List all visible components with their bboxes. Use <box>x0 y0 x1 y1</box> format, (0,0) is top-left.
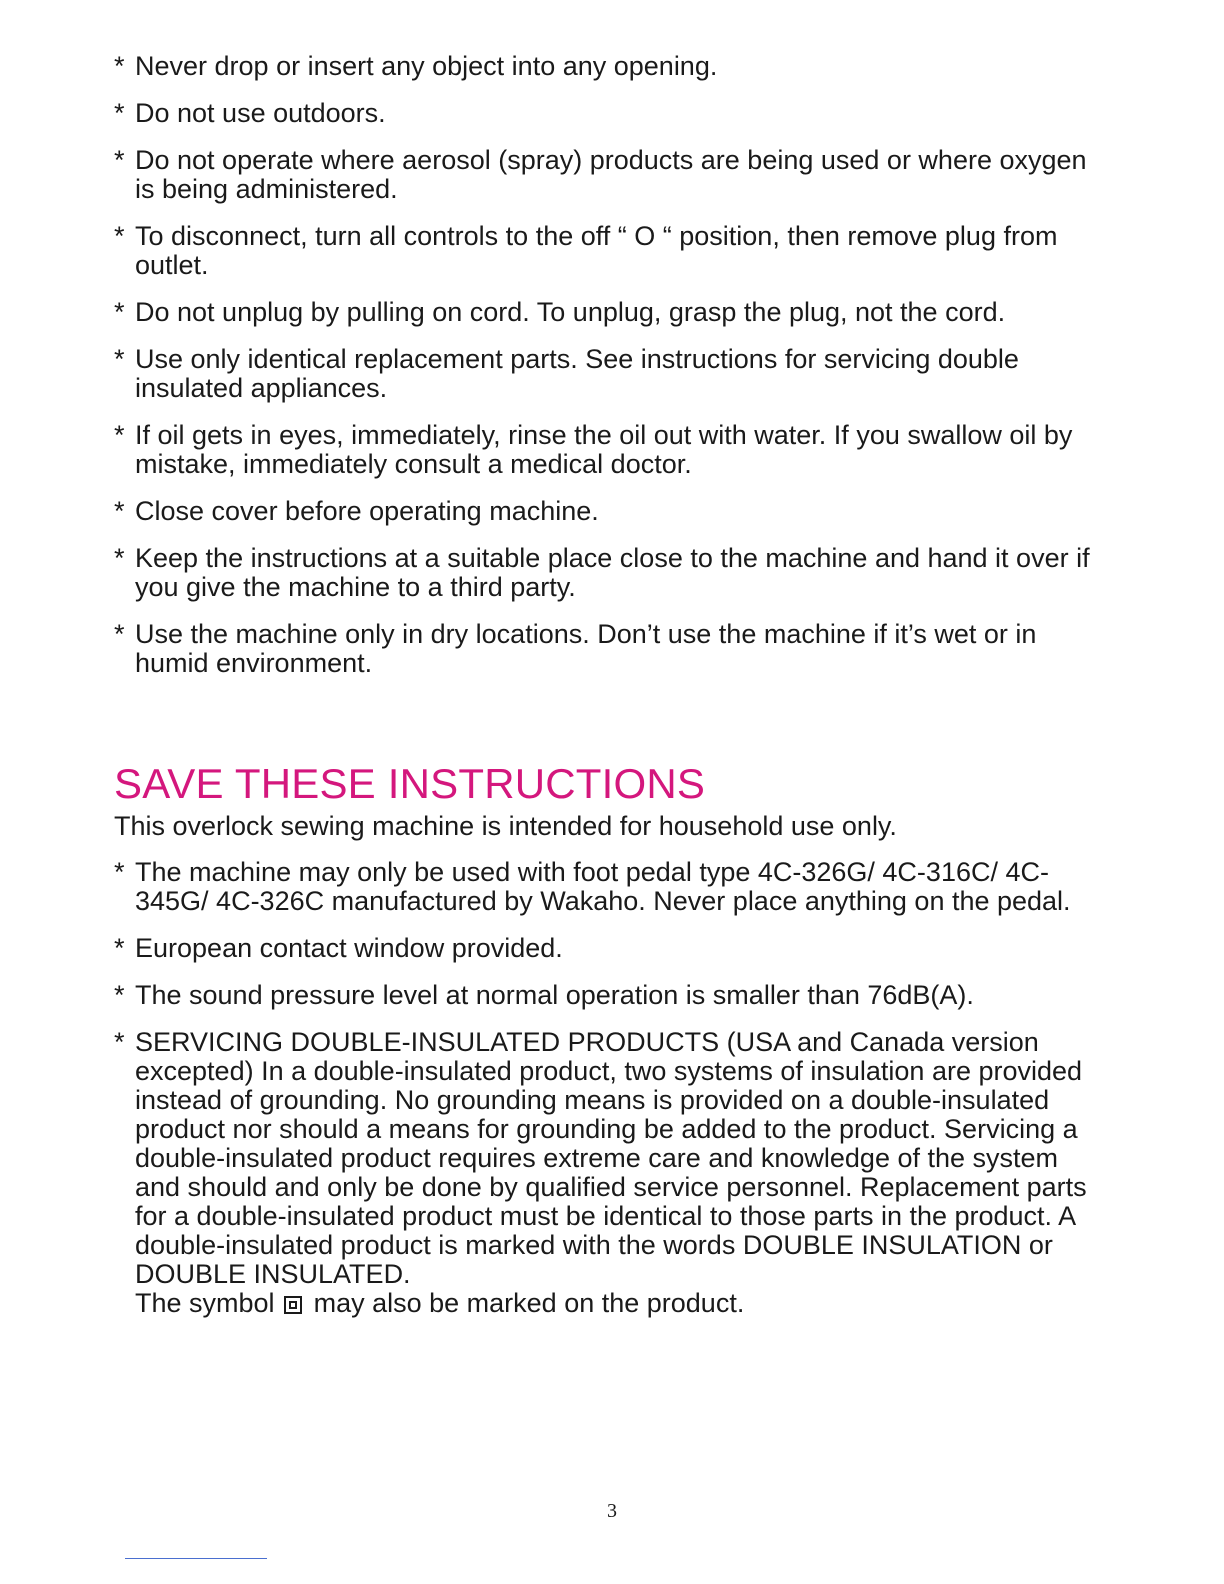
list-item-text: Never drop or insert any object into any opening. <box>135 51 718 81</box>
symbol-after-text: may also be marked on the product. <box>313 1288 745 1318</box>
list-item-text: Do not use outdoors. <box>135 98 386 128</box>
bullet: * <box>114 933 125 963</box>
list-item <box>114 544 1094 602</box>
bullet: * <box>114 145 125 175</box>
list-item <box>114 345 1094 403</box>
symbol-before-text: The symbol <box>135 1288 275 1318</box>
bullet: * <box>114 1027 125 1057</box>
servicing-item <box>114 1028 1094 1318</box>
page-number: 3 <box>607 1500 617 1522</box>
list-item <box>114 222 1094 280</box>
list-item <box>114 99 1094 128</box>
list-item <box>114 620 1094 678</box>
footer-rule <box>125 1558 267 1559</box>
list-item <box>114 421 1094 479</box>
servicing-text: SERVICING DOUBLE-INSULATED PRODUCTS (USA and Canada version excepted) In a double-insulated product, two systems of insulation are provided instead of grounding. No grounding means is provided on a double-insulated product nor should a means for grounding be added to the product. Servicing a double-insulated product requires extreme care and knowledge of the system and should and only be done by qualified service personnel. Replacement parts for a double-insulated product must be identical to those parts in the product. A double-insulated product is marked with the words DOUBLE INSULATION or DOUBLE INSULATED. <box>135 1027 1087 1289</box>
list-item <box>114 298 1094 327</box>
list-item <box>114 934 1094 963</box>
bullet: * <box>114 221 125 251</box>
safety-list <box>114 52 1094 696</box>
bullet: * <box>114 496 125 526</box>
list-item-text: To disconnect, turn all controls to the off “ O “ position, then remove plug from outlet. <box>135 221 1058 280</box>
list-item-text: The sound pressure level at normal operation is smaller than 76dB(A). <box>135 980 974 1010</box>
list-item-text: European contact window provided. <box>135 933 563 963</box>
list-item <box>114 146 1094 204</box>
double-insulation-icon <box>284 1296 302 1314</box>
bullet: * <box>114 543 125 573</box>
bullet: * <box>114 857 125 887</box>
bullet: * <box>114 980 125 1010</box>
bullet: * <box>114 297 125 327</box>
list-item-text: Do not unplug by pulling on cord. To unplug, grasp the plug, not the cord. <box>135 297 1006 327</box>
bullet: * <box>114 420 125 450</box>
list-item <box>114 981 1094 1010</box>
bullet: * <box>114 344 125 374</box>
bullet: * <box>114 619 125 649</box>
list-item <box>114 52 1094 81</box>
bullet: * <box>114 98 125 128</box>
intro-text: This overlock sewing machine is intended for household use only. <box>114 811 897 841</box>
section-heading: SAVE THESE INSTRUCTIONS <box>114 760 706 807</box>
usage-list <box>114 858 1094 1336</box>
list-item <box>114 858 1094 916</box>
list-item-text: Use only identical replacement parts. See instructions for servicing double insulated appliances. <box>135 344 1019 403</box>
list-item-text: Close cover before operating machine. <box>135 496 599 526</box>
bullet: * <box>114 51 125 81</box>
list-item-text: The machine may only be used with foot pedal type 4C-326G/ 4C-316C/ 4C-345G/ 4C-326C manufactured by Wakaho. Never place anything on the pedal. <box>135 857 1071 916</box>
list-item <box>114 497 1094 526</box>
list-item-text: Do not operate where aerosol (spray) products are being used or where oxygen is being administered. <box>135 145 1087 204</box>
list-item-text: Use the machine only in dry locations. Don’t use the machine if it’s wet or in humid environment. <box>135 619 1037 678</box>
list-item-text: If oil gets in eyes, immediately, rinse the oil out with water. If you swallow oil by mistake, immediately consult a medical doctor. <box>135 420 1073 479</box>
list-item-text: Keep the instructions at a suitable place close to the machine and hand it over if you give the machine to a third party. <box>135 543 1090 602</box>
